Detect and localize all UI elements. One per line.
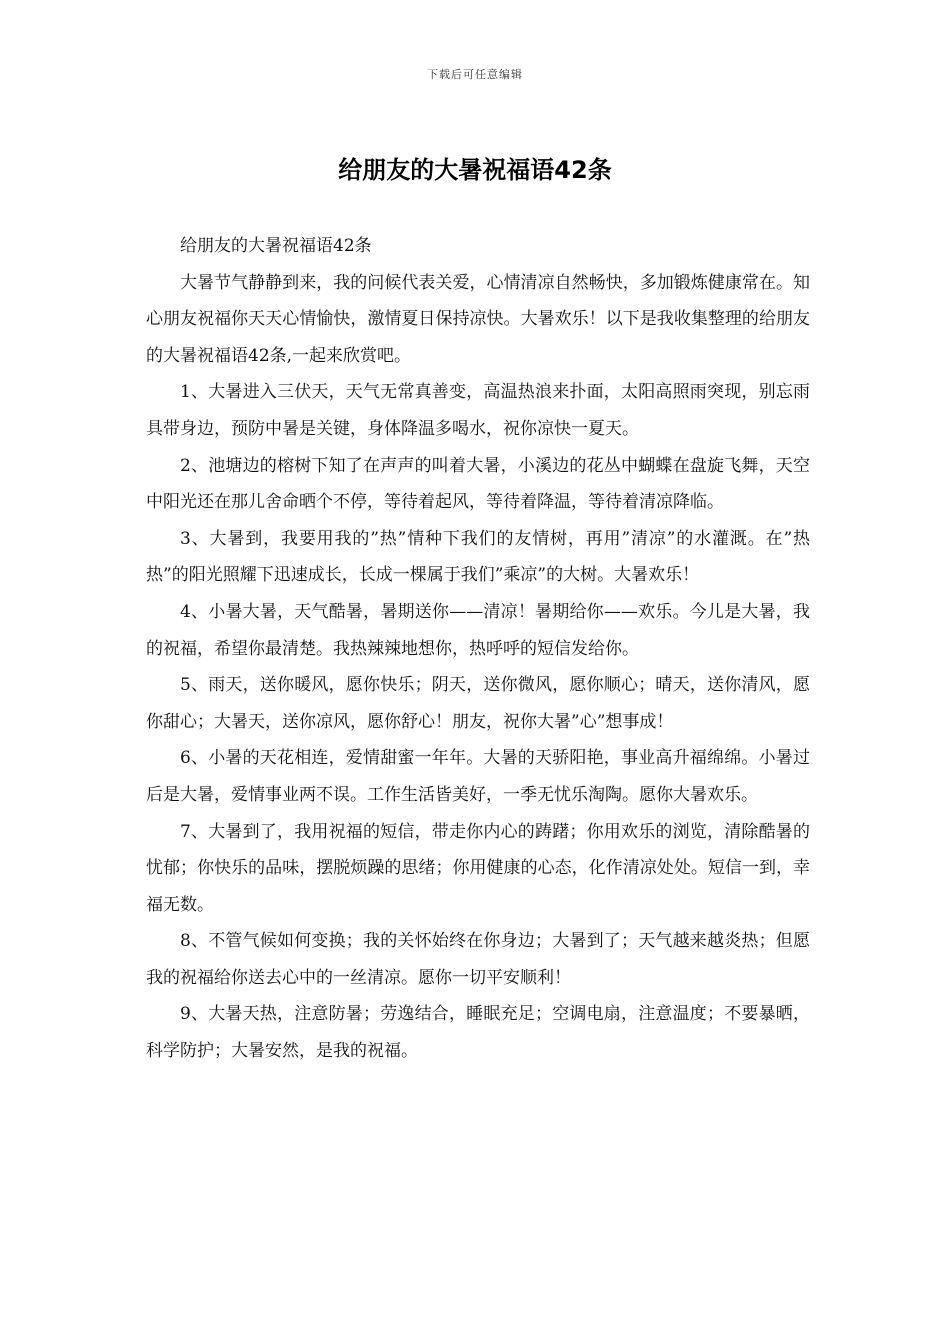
blessing-item-6: 6、小暑的天花相连，爱情甜蜜一年年。大暑的天骄阳艳，事业高升福绵绵。小暑过后是大暑，爱情事业两不误。工作生活皆美好，一季无忧乐淘陶。愿你大暑欢乐。 (146, 748, 810, 805)
blessing-item-8: 8、不管气候如何变换；我的关怀始终在你身边；大暑到了；天气越来越炎热；但愿我的祝福给你送去心中的一丝清凉。愿你一切平安顺利！ (146, 931, 810, 988)
blessing-item-1: 1、大暑进入三伏天，天气无常真善变，高温热浪来扑面，太阳高照雨突现，别忘雨具带身边，预防中暑是关键，身体降温多喝水，祝你凉快一夏天。 (146, 382, 810, 439)
intro-paragraph: 大暑节气静静到来，我的问候代表关爱，心情清凉自然畅快，多加锻炼健康常在。知心朋友祝福你天天心情愉快，激情夏日保持凉快。大暑欢乐！以下是我收集整理的给朋友的大暑祝福语42条,一起来欣赏吧。 (146, 272, 810, 366)
blessing-item-5: 5、雨天，送你暖风，愿你快乐；阴天，送你微风，愿你顺心；晴天，送你清风，愿你甜心；大暑天，送你凉风，愿你舒心！朋友，祝你大暑”心”想事成！ (146, 675, 810, 732)
blessing-item-9: 9、大暑天热，注意防暑；劳逸结合，睡眠充足；空调电扇，注意温度；不要暴晒，科学防护；大暑安然，是我的祝福。 (146, 1004, 810, 1062)
blessing-item-7: 7、大暑到了，我用祝福的短信，带走你内心的踌躇；你用欢乐的浏览，清除酷暑的忧郁；你快乐的品味，摆脱烦躁的思绪；你用健康的心态，化作清凉处处。短信一到，幸福无数。 (146, 821, 810, 915)
blessing-item-4: 4、小暑大暑，天气酷暑，暑期送你——清凉！暑期给你——欢乐。今儿是大暑，我的祝福，希望你最清楚。我热辣辣地想你，热呼呼的短信发给你。 (146, 601, 810, 659)
subtitle-paragraph: 给朋友的大暑祝福语42条 (180, 236, 372, 256)
blessing-item-2: 2、池塘边的榕树下知了在声声的叫着大暑，小溪边的花丛中蝴蝶在盘旋飞舞，天空中阳光还在那儿舍命晒个不停，等待着起风，等待着降温，等待着清凉降临。 (146, 455, 810, 513)
document-title: 给朋友的大暑祝福语42条 (338, 156, 612, 184)
blessing-item-3: 3、大暑到，我要用我的”热”情种下我们的友情树，再用”清凉”的水灌溉。在”热热”的阳光照耀下迅速成长，长成一棵属于我们”乘凉”的大树。大暑欢乐！ (146, 528, 810, 586)
header-note: 下载后可任意编辑 (427, 68, 523, 81)
document-body (146, 228, 810, 1070)
